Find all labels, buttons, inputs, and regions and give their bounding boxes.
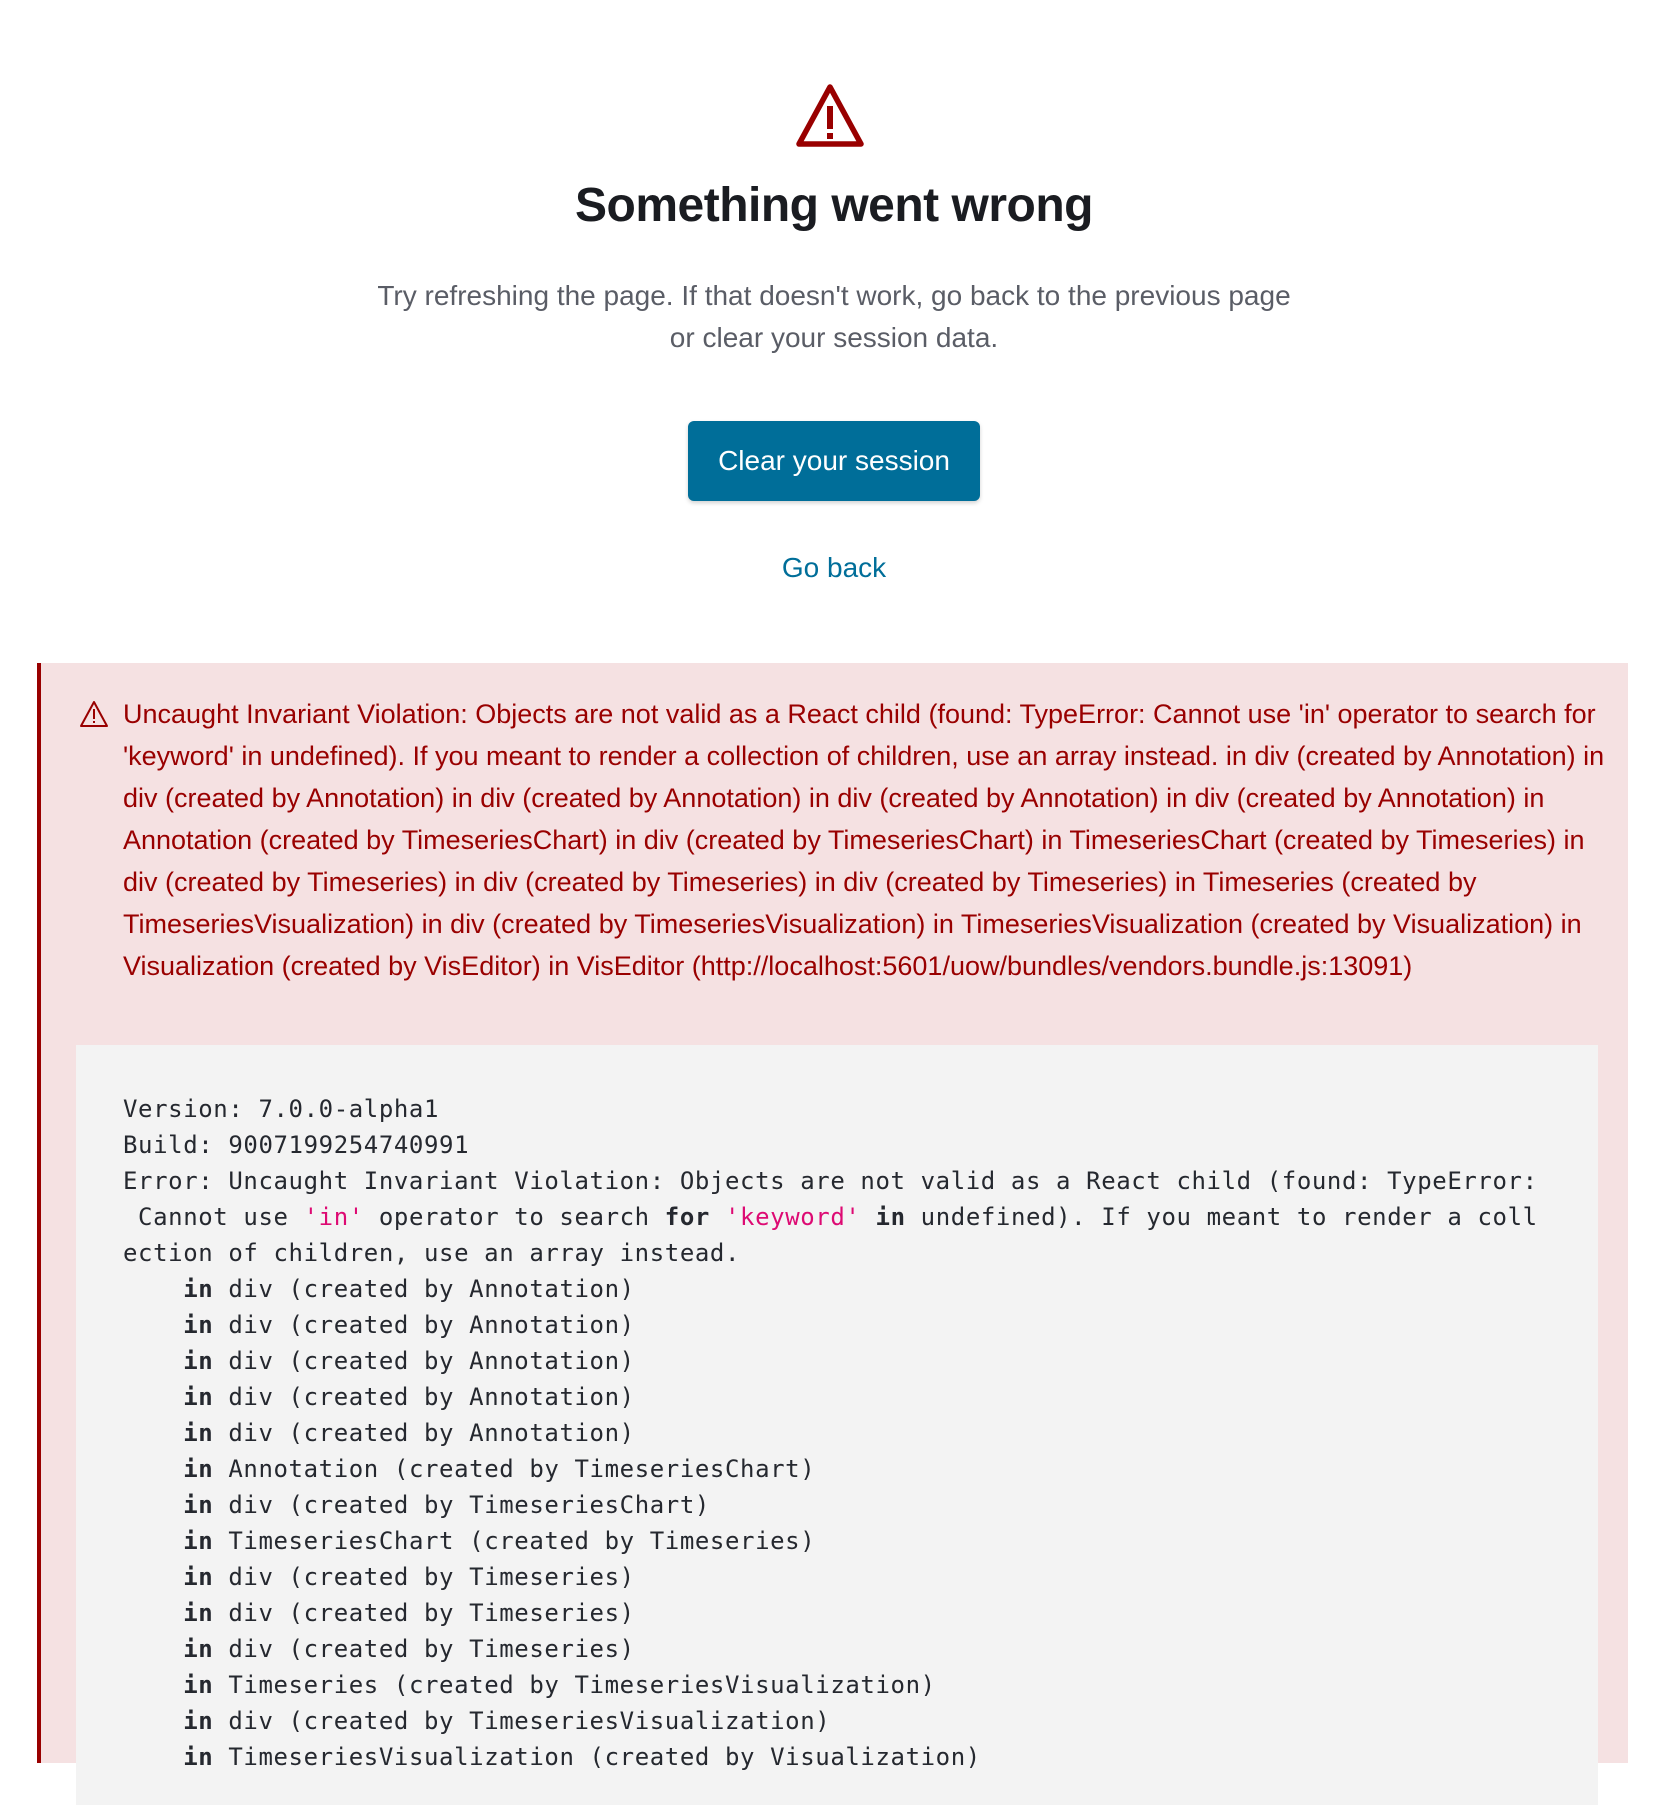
stack-frame: div (created by Annotation) bbox=[213, 1419, 635, 1447]
stack-keyword: in bbox=[183, 1311, 214, 1339]
stack-frame: div (created by Timeseries) bbox=[213, 1635, 635, 1663]
stack-keyword: in bbox=[183, 1347, 214, 1375]
code-text bbox=[860, 1203, 875, 1231]
stack-keyword: in bbox=[183, 1671, 214, 1699]
stack-frame: TimeseriesVisualization (created by Visualization) bbox=[213, 1743, 981, 1771]
error-stack-trace bbox=[123, 1091, 1538, 1775]
go-back-link[interactable]: Go back bbox=[781, 552, 887, 583]
code-string: 'keyword' bbox=[725, 1203, 861, 1231]
code-text: operator to search bbox=[363, 1203, 665, 1231]
prompt-body: Try refreshing the page. If that doesn't work, go back to the previous page or clear your session data. bbox=[377, 280, 1291, 353]
stack-frame: div (created by TimeseriesChart) bbox=[213, 1491, 710, 1519]
stack-keyword: in bbox=[183, 1635, 214, 1663]
stack-keyword: in bbox=[183, 1491, 214, 1519]
code-text: Cannot use bbox=[123, 1203, 304, 1231]
stack-keyword: in bbox=[183, 1527, 214, 1555]
build-line: Build: 9007199254740991 bbox=[123, 1131, 470, 1159]
error-line: Error: Uncaught Invariant Violation: Objects are not valid as a React child (found: TypeError: bbox=[123, 1167, 1538, 1195]
stack-keyword: in bbox=[183, 1707, 214, 1735]
stack-frame: Timeseries (created by TimeseriesVisualization) bbox=[213, 1671, 936, 1699]
stack-frame: div (created by TimeseriesVisualization) bbox=[213, 1707, 831, 1735]
stack-keyword: in bbox=[183, 1383, 214, 1411]
stack-frame: div (created by Annotation) bbox=[213, 1347, 635, 1375]
alert-triangle-icon bbox=[79, 700, 109, 728]
code-keyword: for bbox=[664, 1203, 710, 1231]
stack-keyword: in bbox=[183, 1455, 214, 1483]
stack-frame: TimeseriesChart (created by Timeseries) bbox=[213, 1527, 816, 1555]
stack-frame: div (created by Annotation) bbox=[213, 1311, 635, 1339]
stack-frame: div (created by Annotation) bbox=[213, 1383, 635, 1411]
stack-frame: div (created by Timeseries) bbox=[213, 1599, 635, 1627]
error-line: ection of children, use an array instead. bbox=[123, 1239, 741, 1267]
error-details-codeblock bbox=[76, 1045, 1598, 1805]
code-keyword: in bbox=[875, 1203, 906, 1231]
stack-keyword: in bbox=[183, 1419, 214, 1447]
stack-frame: div (created by Annotation) bbox=[213, 1275, 635, 1303]
stack-keyword: in bbox=[183, 1563, 214, 1591]
stack-keyword: in bbox=[183, 1743, 214, 1771]
version-line: Version: 7.0.0-alpha1 bbox=[123, 1095, 440, 1123]
stack-frame: Annotation (created by TimeseriesChart) bbox=[213, 1455, 816, 1483]
clear-session-button[interactable]: Clear your session bbox=[688, 421, 980, 501]
alert-triangle-icon bbox=[794, 82, 866, 150]
stack-frame: div (created by Timeseries) bbox=[213, 1563, 635, 1591]
code-text: undefined). If you meant to render a coll bbox=[905, 1203, 1538, 1231]
code-string: 'in' bbox=[303, 1203, 364, 1231]
stack-keyword: in bbox=[183, 1275, 214, 1303]
page-title: Something went wrong bbox=[575, 179, 1093, 232]
stack-keyword: in bbox=[183, 1599, 214, 1627]
error-callout bbox=[37, 663, 1628, 1771]
code-text bbox=[710, 1203, 725, 1231]
error-message: Uncaught Invariant Violation: Objects are not valid as a React child (found: TypeError: Cannot use 'in' operator to search for 'keyword' in undefined). If you meant to render a collection of children, use an array instead. in div (created by Annotation) in div (created by Annotation) in div (created by Annotation) in div (created by Annotation) in div (created by Annotation) in Annotation (created by TimeseriesChart) in div (created by TimeseriesChart) in TimeseriesChart (created by Timeseries) in div (created by Timeseries) in div (created by Timeseries) in div (created by Timeseries) in Timeseries (created by TimeseriesVisualization) in div (created by TimeseriesVisualization) in TimeseriesVisualization (created by Visualization) in Visualization (created by VisEditor) in VisEditor (http://localhost:5601/uow/bundles/vendors.bundle.js:13091) bbox=[123, 699, 1605, 981]
